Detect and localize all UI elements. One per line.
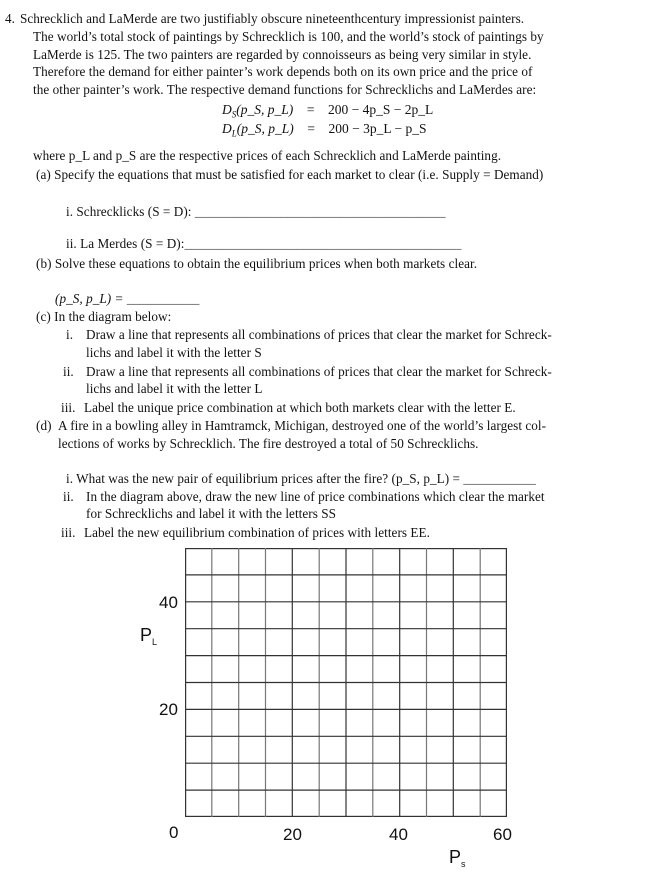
answer-blank-b[interactable]: ___________ <box>126 291 200 306</box>
y-tick-20: 20 <box>159 700 178 719</box>
part-b-text: Solve these equations to obtain the equilibrium prices when both markets clear. <box>54 256 478 271</box>
part-d-line2: lections of works by Schrecklich. The fire destroyed a total of 50 Schrecklichs. <box>58 436 479 451</box>
part-c-iii-line1: Label the unique price combination at which both markets clear with the letter E. <box>84 400 516 415</box>
eq-lhs-args: (p_S, p_L) <box>236 121 294 136</box>
part-b-label: (b) <box>36 256 52 271</box>
part-d-label: (d) <box>36 418 52 433</box>
part-d-ii-line1: In the diagram above, draw the new line of price combinations which clear the market <box>86 489 545 504</box>
answer-prefix: (p_S, p_L) = <box>55 291 124 306</box>
demand-equation-l <box>222 121 427 139</box>
x-axis-label <box>449 847 466 869</box>
answer-blank-a-ii[interactable]: __________________________________________ <box>184 236 462 251</box>
item-text: What was the new pair of equilibrium prices after the fire? (p_S, p_L) = <box>76 471 460 486</box>
item-text: La Merdes (S = D): <box>80 236 185 251</box>
answer-blank-d-i[interactable]: ___________ <box>463 471 536 486</box>
part-a-ii <box>66 235 461 252</box>
part-c-i-label: i. <box>66 327 74 342</box>
problem-number: 4. <box>5 11 15 26</box>
part-d-i <box>66 470 536 487</box>
part-b-answer <box>55 290 199 307</box>
part-d-ii-line2: for Schrecklichs and label it with the letters SS <box>86 506 337 521</box>
x-tick-40: 40 <box>389 825 408 844</box>
y-tick-40: 40 <box>159 593 178 612</box>
x-tick-20: 20 <box>283 825 302 844</box>
eq-rhs: 200 − 3p_L − p_S <box>328 121 427 136</box>
price-grid[interactable] <box>185 548 507 817</box>
where-line: where p_L and p_S are the respective prices of each Schrecklich and LaMerde painting. <box>33 148 502 163</box>
item-label: i. <box>66 204 74 219</box>
y-axis-sub: L <box>152 637 158 647</box>
part-a <box>36 166 543 183</box>
part-c-text: In the diagram below: <box>54 309 172 324</box>
part-d-line1: A fire in a bowling alley in Hamtramck, Michigan, destroyed one of the world’s largest col- <box>58 418 547 433</box>
part-c-i-line2: lichs and label it with the letter S <box>86 345 262 360</box>
item-label: ii. <box>66 236 77 251</box>
item-label: i. <box>66 471 74 486</box>
part-c-ii-line2: lichs and label it with the letter L <box>86 381 263 396</box>
eq-op: = <box>307 121 315 136</box>
part-c-label: (c) <box>36 309 51 324</box>
intro-line-5: the other painter’s work. The respective demand functions for Schrecklichs and LaMerdes are: <box>33 82 537 97</box>
eq-rhs: 200 − 4p_S − 2p_L <box>328 102 434 117</box>
demand-equation-s <box>222 102 433 120</box>
intro-line-3: LaMerde is 125. The two painters are regarded by connoisseurs as being very similar in style. <box>33 47 532 62</box>
part-c-ii-line1: Draw a line that represents all combinations of prices that clear the market for Schreck- <box>86 364 552 379</box>
intro-line-4: Therefore the demand for either painter’s work depends both on its own price and the price of <box>33 64 533 79</box>
eq-lhs-sub: L <box>231 128 237 139</box>
part-c-ii-label: ii. <box>63 364 74 379</box>
x-axis-sub: s <box>461 859 466 869</box>
y-axis-label <box>140 625 157 647</box>
part-d-iii-line1: Label the new equilibrium combination of prices with letters EE. <box>84 525 430 540</box>
part-a-label: (a) <box>36 167 51 182</box>
eq-lhs-main: D <box>222 102 232 117</box>
eq-op: = <box>306 102 315 117</box>
item-text: Schrecklicks (S = D): <box>76 204 192 219</box>
intro-line-1: Schrecklich and LaMerde are two justifiably obscure nineteenthcentury impressionist painters. <box>20 11 525 26</box>
answer-blank-a-i[interactable]: ______________________________________ <box>194 204 446 219</box>
part-d-iii-label: iii. <box>61 525 76 540</box>
part-c-iii-label: iii. <box>61 400 76 415</box>
eq-lhs-main: D <box>222 121 232 136</box>
intro-line-2: The world’s total stock of paintings by Schrecklich is 100, and the world’s stock of paintings by <box>33 29 544 44</box>
part-c <box>36 308 171 325</box>
part-d-ii-label: ii. <box>63 489 74 504</box>
part-a-text: Specify the equations that must be satisfied for each market to clear (i.e. Supply = Demand) <box>54 167 544 182</box>
part-b <box>36 255 477 272</box>
grid-lines <box>185 548 507 817</box>
x-tick-60: 60 <box>493 825 512 844</box>
part-a-i <box>66 203 445 220</box>
y-axis-main: P <box>140 625 153 645</box>
eq-lhs-args: (p_S, p_L) <box>236 102 294 117</box>
x-tick-0: 0 <box>169 823 179 842</box>
x-axis-main: P <box>449 847 462 867</box>
part-c-i-line1: Draw a line that represents all combinations of prices that clear the market for Schreck- <box>86 327 552 342</box>
eq-lhs-sub: S <box>231 109 237 120</box>
